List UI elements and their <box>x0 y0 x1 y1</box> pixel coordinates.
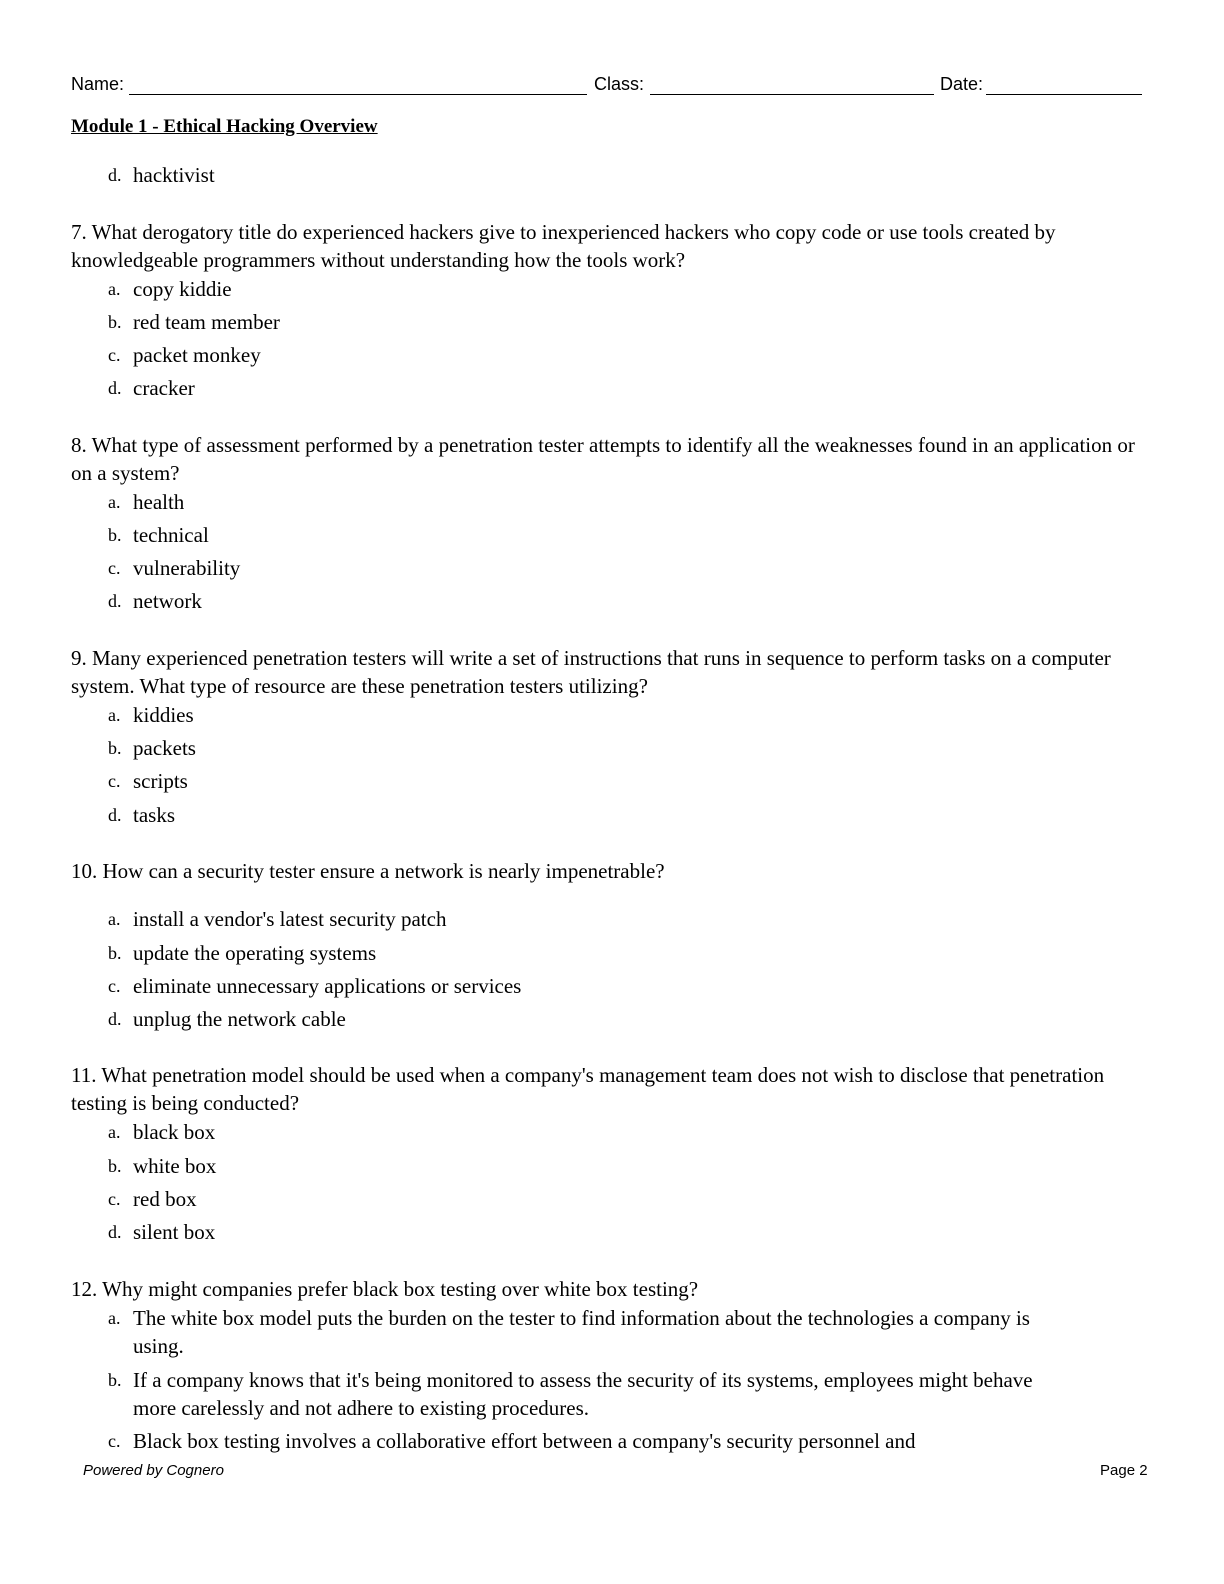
option-text: technical <box>133 523 209 547</box>
option-text: black box <box>133 1120 216 1144</box>
option-text: red team member <box>133 310 280 334</box>
option-letter: d. <box>108 378 122 398</box>
question-7: 7. What derogatory title do experienced hackers give to inexperienced hackers who copy code or use tools created by knowledgeable programmers without understanding how the tools work? <box>71 220 1056 272</box>
q10-option-c <box>108 972 1068 1000</box>
q12-option-a <box>108 1304 1068 1360</box>
question-8: 8. What type of assessment performed by a penetration tester attempts to identify all the weaknesses found in an application or on a system? <box>71 433 1135 485</box>
q8-option-a <box>108 488 1068 516</box>
date-line <box>986 94 1142 95</box>
option-letter: d. <box>108 165 122 185</box>
option-letter: a. <box>108 1308 121 1328</box>
q7-option-c <box>108 341 1068 369</box>
option-letter: c. <box>108 771 121 791</box>
q12-option-b <box>108 1366 1068 1422</box>
option-text: health <box>133 490 185 514</box>
option-letter: d. <box>108 1009 122 1029</box>
question-10: 10. How can a security tester ensure a network is nearly impenetrable? <box>71 859 665 883</box>
option-text: white box <box>133 1154 217 1178</box>
option-text: If a company knows that it's being monitored to assess the security of its systems, employees might behave more carelessly and not adhere to existing procedures. <box>133 1368 1033 1420</box>
name-line <box>129 94 587 95</box>
option-text: The white box model puts the burden on the tester to find information about the technologies a company is using. <box>133 1306 1030 1358</box>
powered-by: Powered by Cognero <box>83 1462 224 1479</box>
option-letter: b. <box>108 1370 122 1390</box>
option-letter: c. <box>108 1431 121 1451</box>
option-text: red box <box>133 1187 197 1211</box>
q8-option-c <box>108 554 1068 582</box>
option-text: kiddies <box>133 703 194 727</box>
q11-option-d <box>108 1218 1068 1246</box>
option-text: update the operating systems <box>133 941 377 965</box>
q11-option-b <box>108 1152 1068 1180</box>
q11-option-c <box>108 1185 1068 1213</box>
option-letter: b. <box>108 738 122 758</box>
option-letter: d. <box>108 591 122 611</box>
option-letter: c. <box>108 558 121 578</box>
module-title: Module 1 - Ethical Hacking Overview <box>71 116 378 137</box>
option-text: copy kiddie <box>133 277 232 301</box>
option-text: tasks <box>133 803 175 827</box>
class-line <box>650 94 934 95</box>
q7-option-a <box>108 275 1068 303</box>
option-letter: a. <box>108 279 121 299</box>
option-letter: a. <box>108 492 121 512</box>
option-text: packets <box>133 736 196 760</box>
option-letter: c. <box>108 976 121 996</box>
option-letter: b. <box>108 1156 122 1176</box>
option-letter: c. <box>108 1189 121 1209</box>
carryover-option <box>108 161 1068 189</box>
option-letter: a. <box>108 1122 121 1142</box>
q7-option-b <box>108 308 1068 336</box>
q9-option-a <box>108 701 1068 729</box>
question-9: 9. Many experienced penetration testers will write a set of instructions that runs in sequence to perform tasks on a computer system. What type of resource are these penetration testers utilizing? <box>71 646 1111 698</box>
q7-option-d <box>108 374 1068 402</box>
option-letter: b. <box>108 943 122 963</box>
option-text: vulnerability <box>133 556 241 580</box>
option-text: scripts <box>133 769 188 793</box>
page-number: Page 2 <box>1100 1462 1148 1479</box>
option-letter: b. <box>108 312 122 332</box>
header-fields <box>71 72 1142 96</box>
option-text: eliminate unnecessary applications or services <box>133 974 522 998</box>
option-text: Black box testing involves a collaborative effort between a company's security personnel and <box>133 1429 916 1453</box>
q11-option-a <box>108 1118 1068 1146</box>
q10-option-b <box>108 939 1068 967</box>
name-label: Name: <box>71 74 125 94</box>
q12-option-c <box>108 1427 1068 1455</box>
q10-option-a <box>108 905 1068 933</box>
date-label: Date: <box>940 74 984 94</box>
q8-option-b <box>108 521 1068 549</box>
class-label: Class: <box>594 74 645 94</box>
option-letter: a. <box>108 909 121 929</box>
q9-option-b <box>108 734 1068 762</box>
question-11: 11. What penetration model should be used when a company's management team does not wish to disclose that penetration testing is being conducted? <box>71 1063 1105 1115</box>
option-letter: d. <box>108 1222 122 1242</box>
option-letter: a. <box>108 705 121 725</box>
q9-option-c <box>108 767 1068 795</box>
option-text: hacktivist <box>133 163 215 187</box>
option-letter: b. <box>108 525 122 545</box>
option-text: install a vendor's latest security patch <box>133 907 447 931</box>
option-letter: c. <box>108 345 121 365</box>
option-text: silent box <box>133 1220 216 1244</box>
option-text: packet monkey <box>133 343 261 367</box>
question-12: 12. Why might companies prefer black box testing over white box testing? <box>71 1277 699 1301</box>
q10-option-d <box>108 1005 1068 1033</box>
q9-option-d <box>108 801 1068 829</box>
option-letter: d. <box>108 805 122 825</box>
option-text: network <box>133 589 202 613</box>
option-text: cracker <box>133 376 195 400</box>
option-text: unplug the network cable <box>133 1007 346 1031</box>
q8-option-d <box>108 587 1068 615</box>
